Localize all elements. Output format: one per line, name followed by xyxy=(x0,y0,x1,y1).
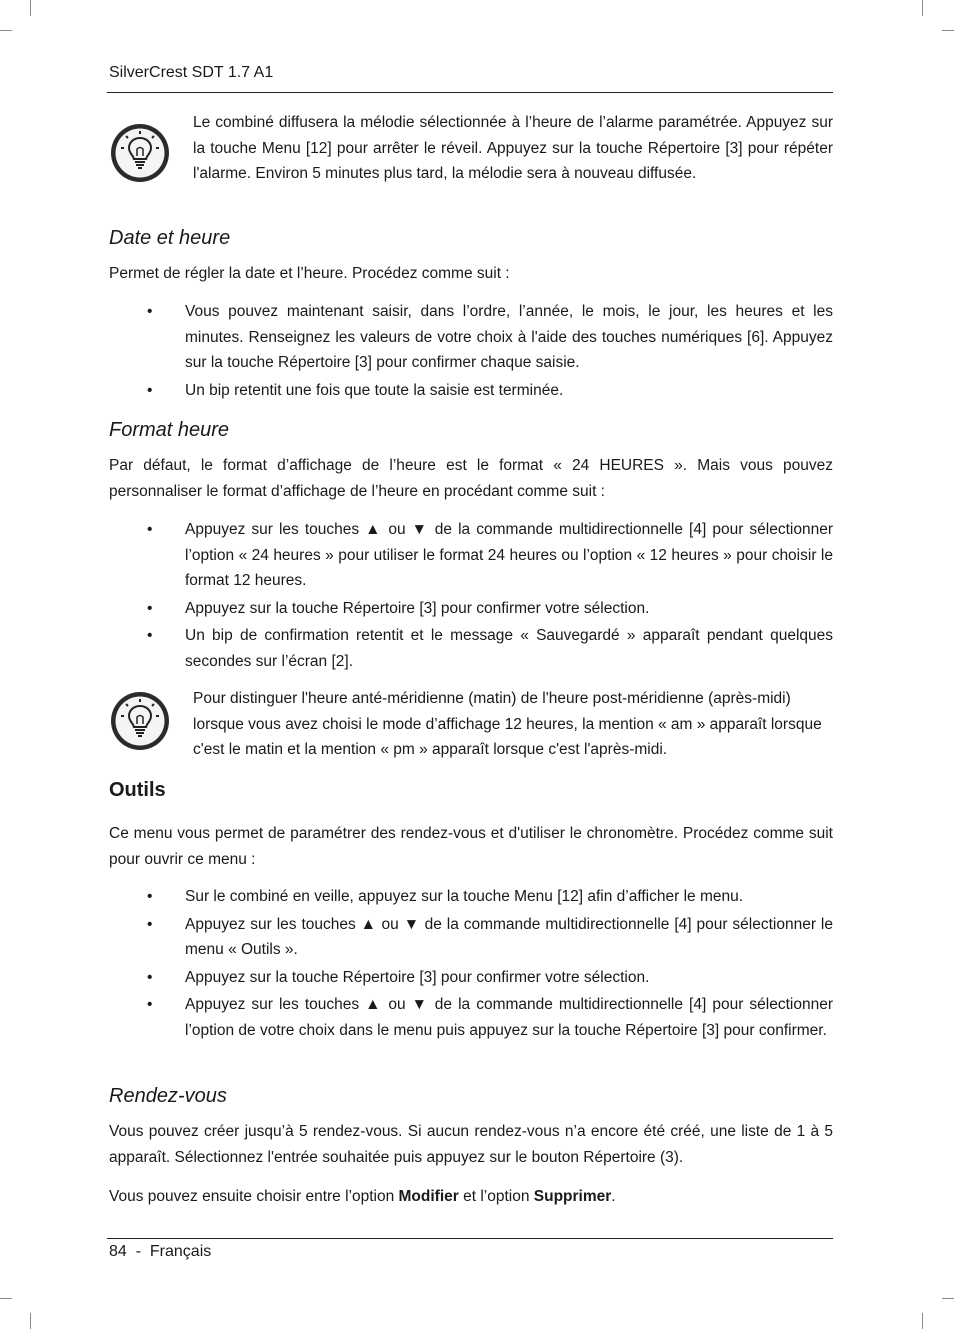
section-heading-format: Format heure xyxy=(109,419,230,441)
bullet-list xyxy=(109,517,833,674)
list-item: • Appuyez sur la touche Répertoire [3] pour confirmer votre sélection. xyxy=(109,596,833,622)
header-rule xyxy=(107,92,833,93)
crop-mark xyxy=(30,1313,31,1329)
bullet: • xyxy=(147,627,153,644)
crop-mark xyxy=(922,1313,923,1329)
section-heading-date: Date et heure xyxy=(109,227,231,249)
section-paragraph: Vous pouvez créer jusqu’à 5 rendez-vous. Si aucun rendez-vous n’a encore été créé, une liste de 1 à 5 apparaît. Sélectionnez l'entrée souhaitée puis appuyez sur le bouton Répertoire (3). xyxy=(109,1123,833,1166)
list-item: • Un bip de confirmation retentit et le message « Sauvegardé » apparaît pendant quelques secondes sur l’écran [2]. xyxy=(109,623,833,674)
crop-mark xyxy=(0,30,12,31)
bullet: • xyxy=(147,599,153,617)
list-item: • Appuyez sur les touches ▲ ou ▼ de la commande multidirectionnelle [4] pour sélectionner le menu « Outils ». xyxy=(109,912,833,963)
list-item: • Un bip retentit une fois que toute la saisie est terminée. xyxy=(109,378,833,404)
list-item: • Appuyez sur les touches ▲ ou ▼ de la commande multidirectionnelle [4] pour sélectionner l’option « 24 heures » pour utiliser le format 24 heures ou l’option « 12 heures » pour choisir le format 12 heures. xyxy=(109,517,833,594)
section-intro: Par défaut, le format d’affichage de l’heure est le format « 24 HEURES ». Mais vous pouvez personnaliser le format d’affichage de l’heure en procédant comme suit : xyxy=(109,457,833,500)
section-heading-rendez-vous: Rendez-vous xyxy=(109,1085,227,1107)
bullet: • xyxy=(147,996,153,1013)
list-item: • Sur le combiné en veille, appuyez sur la touche Menu [12] afin d’afficher le menu. xyxy=(109,884,833,910)
bullet: • xyxy=(147,915,153,933)
bullet: • xyxy=(147,888,153,905)
section-intro: Permet de régler la date et l’heure. Procédez comme suit : xyxy=(109,265,510,282)
section-intro: Ce menu vous permet de paramétrer des rendez-vous et d'utiliser le chronomètre. Procédez comme suit pour ouvrir ce menu : xyxy=(109,825,833,868)
crop-mark xyxy=(942,30,954,31)
list-item: • Vous pouvez maintenant saisir, dans l’ordre, l’année, le mois, le jour, les heures et les minutes. Renseignez les valeurs de votre choix à l'aide des touches numériques [6]. Appuyez sur la touche Répertoire [3] pour confirmer chaque saisie. xyxy=(109,299,833,376)
note-text: Pour distinguer l'heure anté-méridienne (matin) de l'heure post-méridienne (après-midi) lorsque vous avez choisi le mode d’affichage 12 heures, la mention « am » apparaît lorsque c'est le matin et la mention « pm » apparaît lorsque c'est l'après-midi. xyxy=(193,690,822,758)
section-heading-outils: Outils xyxy=(109,779,166,801)
crop-mark xyxy=(942,1298,954,1299)
option-supprimer: Supprimer xyxy=(533,1188,612,1205)
footer-rule xyxy=(107,1238,833,1239)
bullet: • xyxy=(147,303,153,320)
section-paragraph: Vous pouvez ensuite choisir entre l’option Modifier et l’option Supprimer. xyxy=(109,1188,616,1205)
crop-mark xyxy=(30,0,31,16)
list-item: • Appuyez sur la touche Répertoire [3] pour confirmer votre sélection. xyxy=(109,965,833,991)
list-item: • Appuyez sur les touches ▲ ou ▼ de la commande multidirectionnelle [4] pour sélectionner l’option de votre choix dans le menu puis appuyez sur la touche Répertoire [3] pour confirmer. xyxy=(109,992,833,1043)
lightbulb-icon xyxy=(109,122,171,184)
crop-mark xyxy=(0,1298,12,1299)
bullet-list xyxy=(109,884,833,1043)
note-text: Le combiné diffusera la mélodie sélectionnée à l’heure de l’alarme paramétrée. Appuyez sur la touche Menu [12] pour arrêter le réveil. Appuyez sur la touche Répertoire [3] pour répéter l'alarme. Environ 5 minutes plus tard, la mélodie sera à nouveau diffusée. xyxy=(193,114,833,182)
lightbulb-icon xyxy=(109,690,171,752)
option-modifier: Modifier xyxy=(398,1188,459,1205)
header-title: SilverCrest SDT 1.7 A1 xyxy=(109,64,274,81)
crop-mark xyxy=(922,0,923,16)
bullet-list xyxy=(109,299,833,403)
bullet: • xyxy=(147,381,153,399)
page-footer: 84 - Français xyxy=(109,1243,212,1260)
bullet: • xyxy=(147,968,153,986)
bullet: • xyxy=(147,521,153,538)
